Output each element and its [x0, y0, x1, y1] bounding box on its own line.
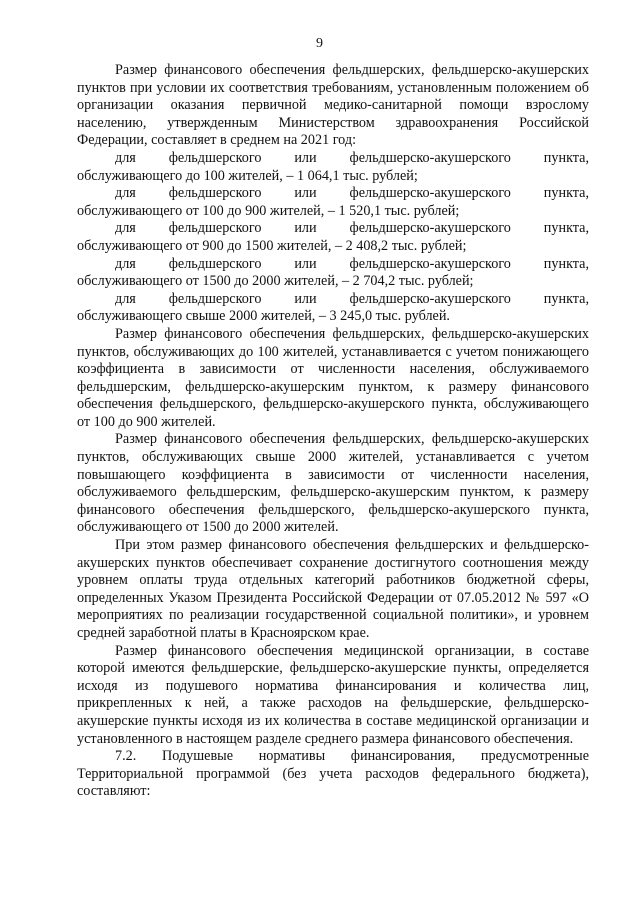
list-item-line-2: обслуживающего свыше 2000 жителей, – 3 245,0 тыс. рублей. — [77, 308, 450, 325]
document-body — [77, 62, 589, 801]
page-number: 9 — [316, 36, 323, 51]
paragraph-section-7-2: 7.2. Подушевые нормативы финансирования, предусмотренные Территориальной программой (без учета расходов федерального бюджета), составляют: — [77, 748, 589, 800]
list-item — [77, 220, 589, 255]
list-item-line-1: для фельдшерского или фельдшерско-акушерского пункта, — [115, 255, 589, 272]
list-item-line-1: для фельдшерского или фельдшерско-акушерского пункта, — [115, 149, 589, 166]
list-item — [77, 185, 589, 220]
paragraph-reducing-coefficient: Размер финансового обеспечения фельдшерских, фельдшерско-акушерских пунктов, обслуживающих до 100 жителей, устанавливается с учетом понижающего коэффициента в зависимости от численности населения, обслуживаемого фельдшерским, фельдшерско-акушерским пунктом, к размеру финансового обеспечения фельдшерского, фельдшерско-акушерского пункта, обслуживающего от 100 до 900 жителей. — [77, 325, 589, 430]
paragraph-increasing-coefficient: Размер финансового обеспечения фельдшерских, фельдшерско-акушерских пунктов, обслуживающих свыше 2000 жителей, устанавливается с учетом повышающего коэффициента в зависимости от численности населения, обслуживаемого фельдшерским, фельдшерско-акушерским пунктом, к размеру финансового обеспечения фельдшерского, фельдшерско-акушерского пункта, обслуживающего от 1500 до 2000 жителей. — [77, 431, 589, 536]
list-item — [77, 150, 589, 185]
list-item-line-1: для фельдшерского или фельдшерско-акушерского пункта, — [115, 185, 589, 202]
paragraph-wage-ratio: При этом размер финансового обеспечения фельдшерских и фельдшерско-акушерских пунктов обеспечивает сохранение достигнутого соотношения между уровнем оплаты труда отдельных категорий работников бюджетной сферы, определенных Указом Президента Российской Федерации от 07.05.2012 № 597 «О мероприятиях по реализации государственной социальной политики», и уровнем средней заработной платы в Красноярском крае. — [77, 537, 589, 641]
list-item-line-2: обслуживающего до 100 жителей, – 1 064,1 тыс. рублей; — [77, 167, 418, 184]
list-item — [77, 291, 589, 326]
list-item-line-1: для фельдшерского или фельдшерско-акушерского пункта, — [115, 290, 589, 307]
list-item-line-2: обслуживающего от 100 до 900 жителей, – 1 520,1 тыс. рублей; — [77, 202, 460, 219]
list-item-line-2: обслуживающего от 900 до 1500 жителей, – 2 408,2 тыс. рублей; — [77, 237, 467, 254]
paragraph-intro: Размер финансового обеспечения фельдшерских, фельдшерско-акушерских пунктов при условии их соответствия требованиям, установленным положением об организации оказания первичной медико-санитарной помощи взрослому населению, утвержденным Министерством здравоохранения Российской Федерации, составляет в среднем на 2021 год: — [77, 62, 589, 149]
paragraph-organization-funding: Размер финансового обеспечения медицинской организации, в составе которой имеются фельдшерские, фельдшерско-акушерские пункты, определяется исходя из подушевого норматива финансирования и количества лиц, прикрепленных к ней, а также расходов на фельдшерские, фельдшерско-акушерские пункты исходя из их количества в составе медицинской организации и установленного в настоящем разделе среднего размера финансового обеспечения. — [77, 642, 589, 747]
list-item — [77, 256, 589, 291]
list-item-line-2: обслуживающего от 1500 до 2000 жителей, – 2 704,2 тыс. рублей; — [77, 273, 474, 290]
list-item-line-1: для фельдшерского или фельдшерско-акушерского пункта, — [115, 220, 589, 237]
